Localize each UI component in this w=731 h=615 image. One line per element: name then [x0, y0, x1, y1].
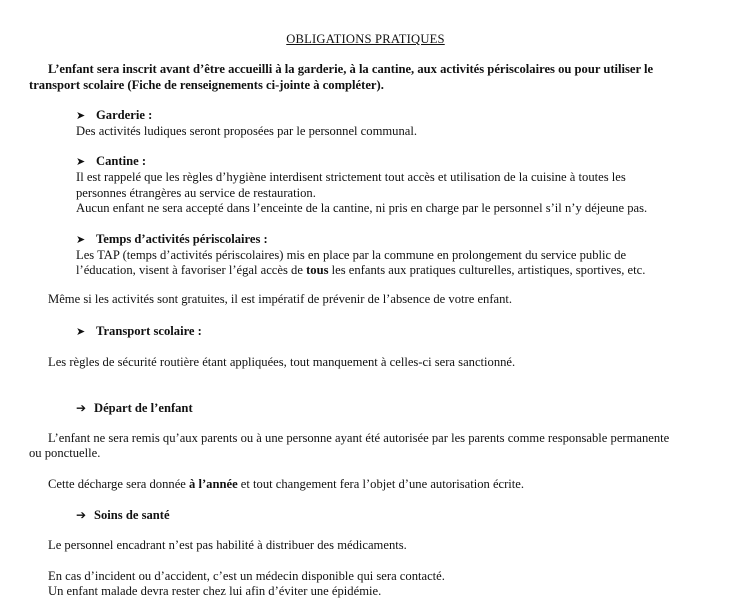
- section-heading-garderie: [76, 108, 152, 123]
- soins-text-3: Un enfant malade devra rester chez lui afin d’éviter une épidémie.: [48, 584, 382, 598]
- section-heading-tap: [76, 232, 268, 247]
- page-title: OBLIGATIONS PRATIQUES: [286, 32, 445, 46]
- garderie-text: Des activités ludiques seront proposées par le personnel communal.: [76, 124, 417, 138]
- cantine-text-3: Aucun enfant ne sera accepté dans l’enceinte de la cantine, ni pris en charge par le personnel s’il n’y déjeune pas.: [76, 201, 648, 215]
- depart-text-2: ou ponctuelle.: [29, 446, 101, 460]
- arrowhead-bullet-icon: ➤: [76, 155, 86, 168]
- heading-text: Cantine :: [96, 154, 147, 168]
- section-heading-cantine: [76, 154, 146, 169]
- depart-text-3-post: et tout changement fera l’objet d’une autorisation écrite.: [237, 477, 525, 491]
- tap-text-2-pre: l’éducation, visent à favoriser l’égal accès de: [76, 263, 307, 277]
- intro-line-2: transport scolaire (Fiche de renseignements ci-jointe à compléter).: [29, 78, 384, 92]
- depart-text-3: [48, 477, 524, 492]
- tap-text-2-bold: tous: [306, 263, 329, 277]
- tap-text-2-post: les enfants aux pratiques culturelles, artistiques, sportives, etc.: [328, 263, 646, 277]
- cantine-text-1: Il est rappelé que les règles d’hygiène interdisent strictement tout accès et utilisation de la cuisine à toutes les: [76, 170, 626, 184]
- arrow-right-icon: ➔: [76, 401, 87, 415]
- tap-text-2: [76, 263, 645, 278]
- section-heading-transport: [76, 324, 202, 339]
- depart-text-1: L’enfant ne sera remis qu’aux parents ou à une personne ayant été autorisée par les parents comme responsable permanente: [48, 431, 670, 445]
- depart-text-3-bold: à l’année: [189, 477, 238, 491]
- section-heading-depart: [76, 401, 193, 416]
- heading-text: Transport scolaire :: [96, 324, 202, 338]
- soins-text-1: Le personnel encadrant n’est pas habilité à distribuer des médicaments.: [48, 538, 407, 552]
- tap-note: Même si les activités sont gratuites, il est impératif de prévenir de l’absence de votre enfant.: [48, 292, 513, 306]
- soins-text-2: En cas d’incident ou d’accident, c’est un médecin disponible qui sera contacté.: [48, 569, 445, 583]
- tap-text-1: Les TAP (temps d’activités périscolaires) mis en place par la commune en prolongement du service public de: [76, 248, 627, 262]
- section-heading-soins: [76, 508, 170, 523]
- intro-line-1: L’enfant sera inscrit avant d’être accueilli à la garderie, à la cantine, aux activités périscolaires ou pour utiliser le: [48, 62, 654, 76]
- heading-text: Temps d’activités périscolaires :: [96, 232, 268, 246]
- arrowhead-bullet-icon: ➤: [76, 233, 86, 246]
- heading-text: Départ de l’enfant: [94, 401, 193, 415]
- depart-text-3-pre: Cette décharge sera donnée: [48, 477, 190, 491]
- transport-text: Les règles de sécurité routière étant appliquées, tout manquement à celles-ci sera sanctionné.: [48, 355, 516, 369]
- cantine-text-2: personnes étrangères au service de restauration.: [76, 186, 316, 200]
- heading-text: Soins de santé: [94, 508, 170, 522]
- arrowhead-bullet-icon: ➤: [76, 325, 86, 338]
- arrow-right-icon: ➔: [76, 508, 87, 522]
- heading-text: Garderie :: [96, 108, 153, 122]
- arrowhead-bullet-icon: ➤: [76, 109, 86, 122]
